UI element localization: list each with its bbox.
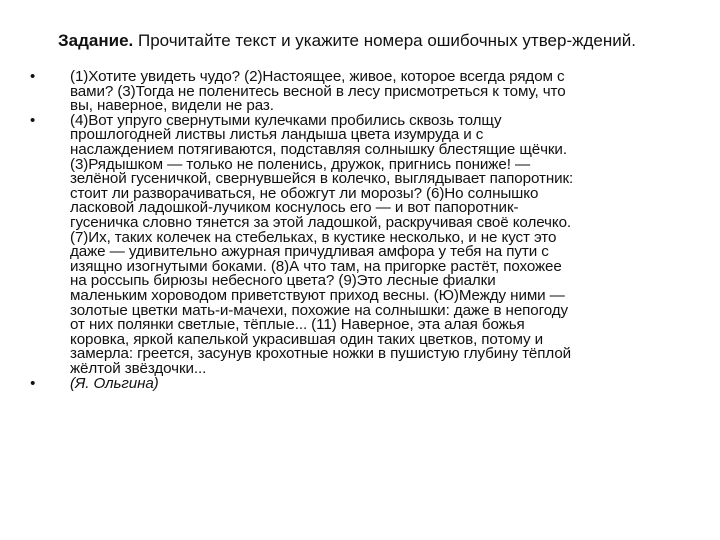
bullet-icon: • — [30, 68, 36, 85]
paragraph-line: стоит ли разворачиваться, не обожгут ли морозы? (6)Но солнышко — [70, 184, 539, 202]
citation-author: (Я. Ольгина) — [70, 375, 159, 393]
paragraph-line: золотые цветки мать-и-мачехи, похожие на солнышки: даже в непогоду — [70, 301, 569, 319]
paragraph-line: (3)Рядышком — только не поленись, дружок, пригнись пониже! — — [70, 155, 531, 173]
task-heading — [58, 30, 708, 52]
paragraph-line: вы, наверное, видели не раз. — [70, 97, 274, 115]
bullet-icon: • — [30, 111, 36, 129]
paragraph-line: маленьким хороводом приветствуют приход весны. (Ю)Между ними — — [70, 286, 565, 304]
task-lead: Задание. — [58, 31, 134, 50]
paragraph-line: гусеничка словно тянется за этой ладошкой, раскручивая своё колечко. — [70, 213, 572, 231]
paragraph-line: изящно изогнутыми боками. (8)А что там, на пригорке растёт, похожее — [70, 257, 562, 275]
task-text: Прочитайте текст и укажите номера ошибочных утвер-ждений. — [133, 31, 636, 50]
paragraph-line: зелёной гусеничкой, свернувшейся в колечко, выглядывает папоротник: — [70, 170, 574, 188]
paragraph-2 — [30, 111, 690, 377]
citation-item — [30, 377, 690, 392]
paragraph-line: на россыпь бирюзы небесного цвета? (9)Это лесные фиалки — [70, 272, 496, 290]
text-list — [30, 70, 690, 392]
paragraph-line: от них полянки светлые, тёплые... (11) Наверное, эта алая божья — [70, 316, 525, 334]
paragraph-line: (7)Их, таких колечек на стебельках, в кустике несколько, и не куст это — [70, 228, 557, 246]
paragraph-line: наслаждением потягиваются, подставляя солнышку блестящие щёчки. — [70, 140, 567, 158]
paragraph-line: жёлтой звёздочки... — [70, 359, 207, 377]
paragraph-line: (4)Вот упруго свернутыми кулечками пробились сквозь толщу — [70, 111, 502, 129]
paragraph-line: вами? (3)Тогда не поленитесь весной в лесу присмотреться к тому, что — [70, 82, 566, 100]
bullet-icon: • — [30, 375, 36, 393]
paragraph-line: коровка, яркой капелькой украсившая один таких цветков, потому и — [70, 330, 543, 348]
paragraph-line: (1)Хотите увидеть чудо? (2)Настоящее, живое, которое всегда рядом с — [70, 68, 565, 85]
paragraph-line: замерла: греется, засунув крохотные ножки в пушистую глубину тёплой — [70, 345, 572, 363]
paragraph-line: ласковой ладошкой-лучиком коснулось его — и вот папоротник- — [70, 199, 519, 217]
paragraph-line: даже — удивительно ажурная причудливая амфора у тебя на пути с — [70, 243, 549, 261]
paragraph-line: прошлогодней листвы листья ландыша цвета изумруда и с — [70, 126, 484, 144]
paragraph-1 — [30, 70, 690, 114]
